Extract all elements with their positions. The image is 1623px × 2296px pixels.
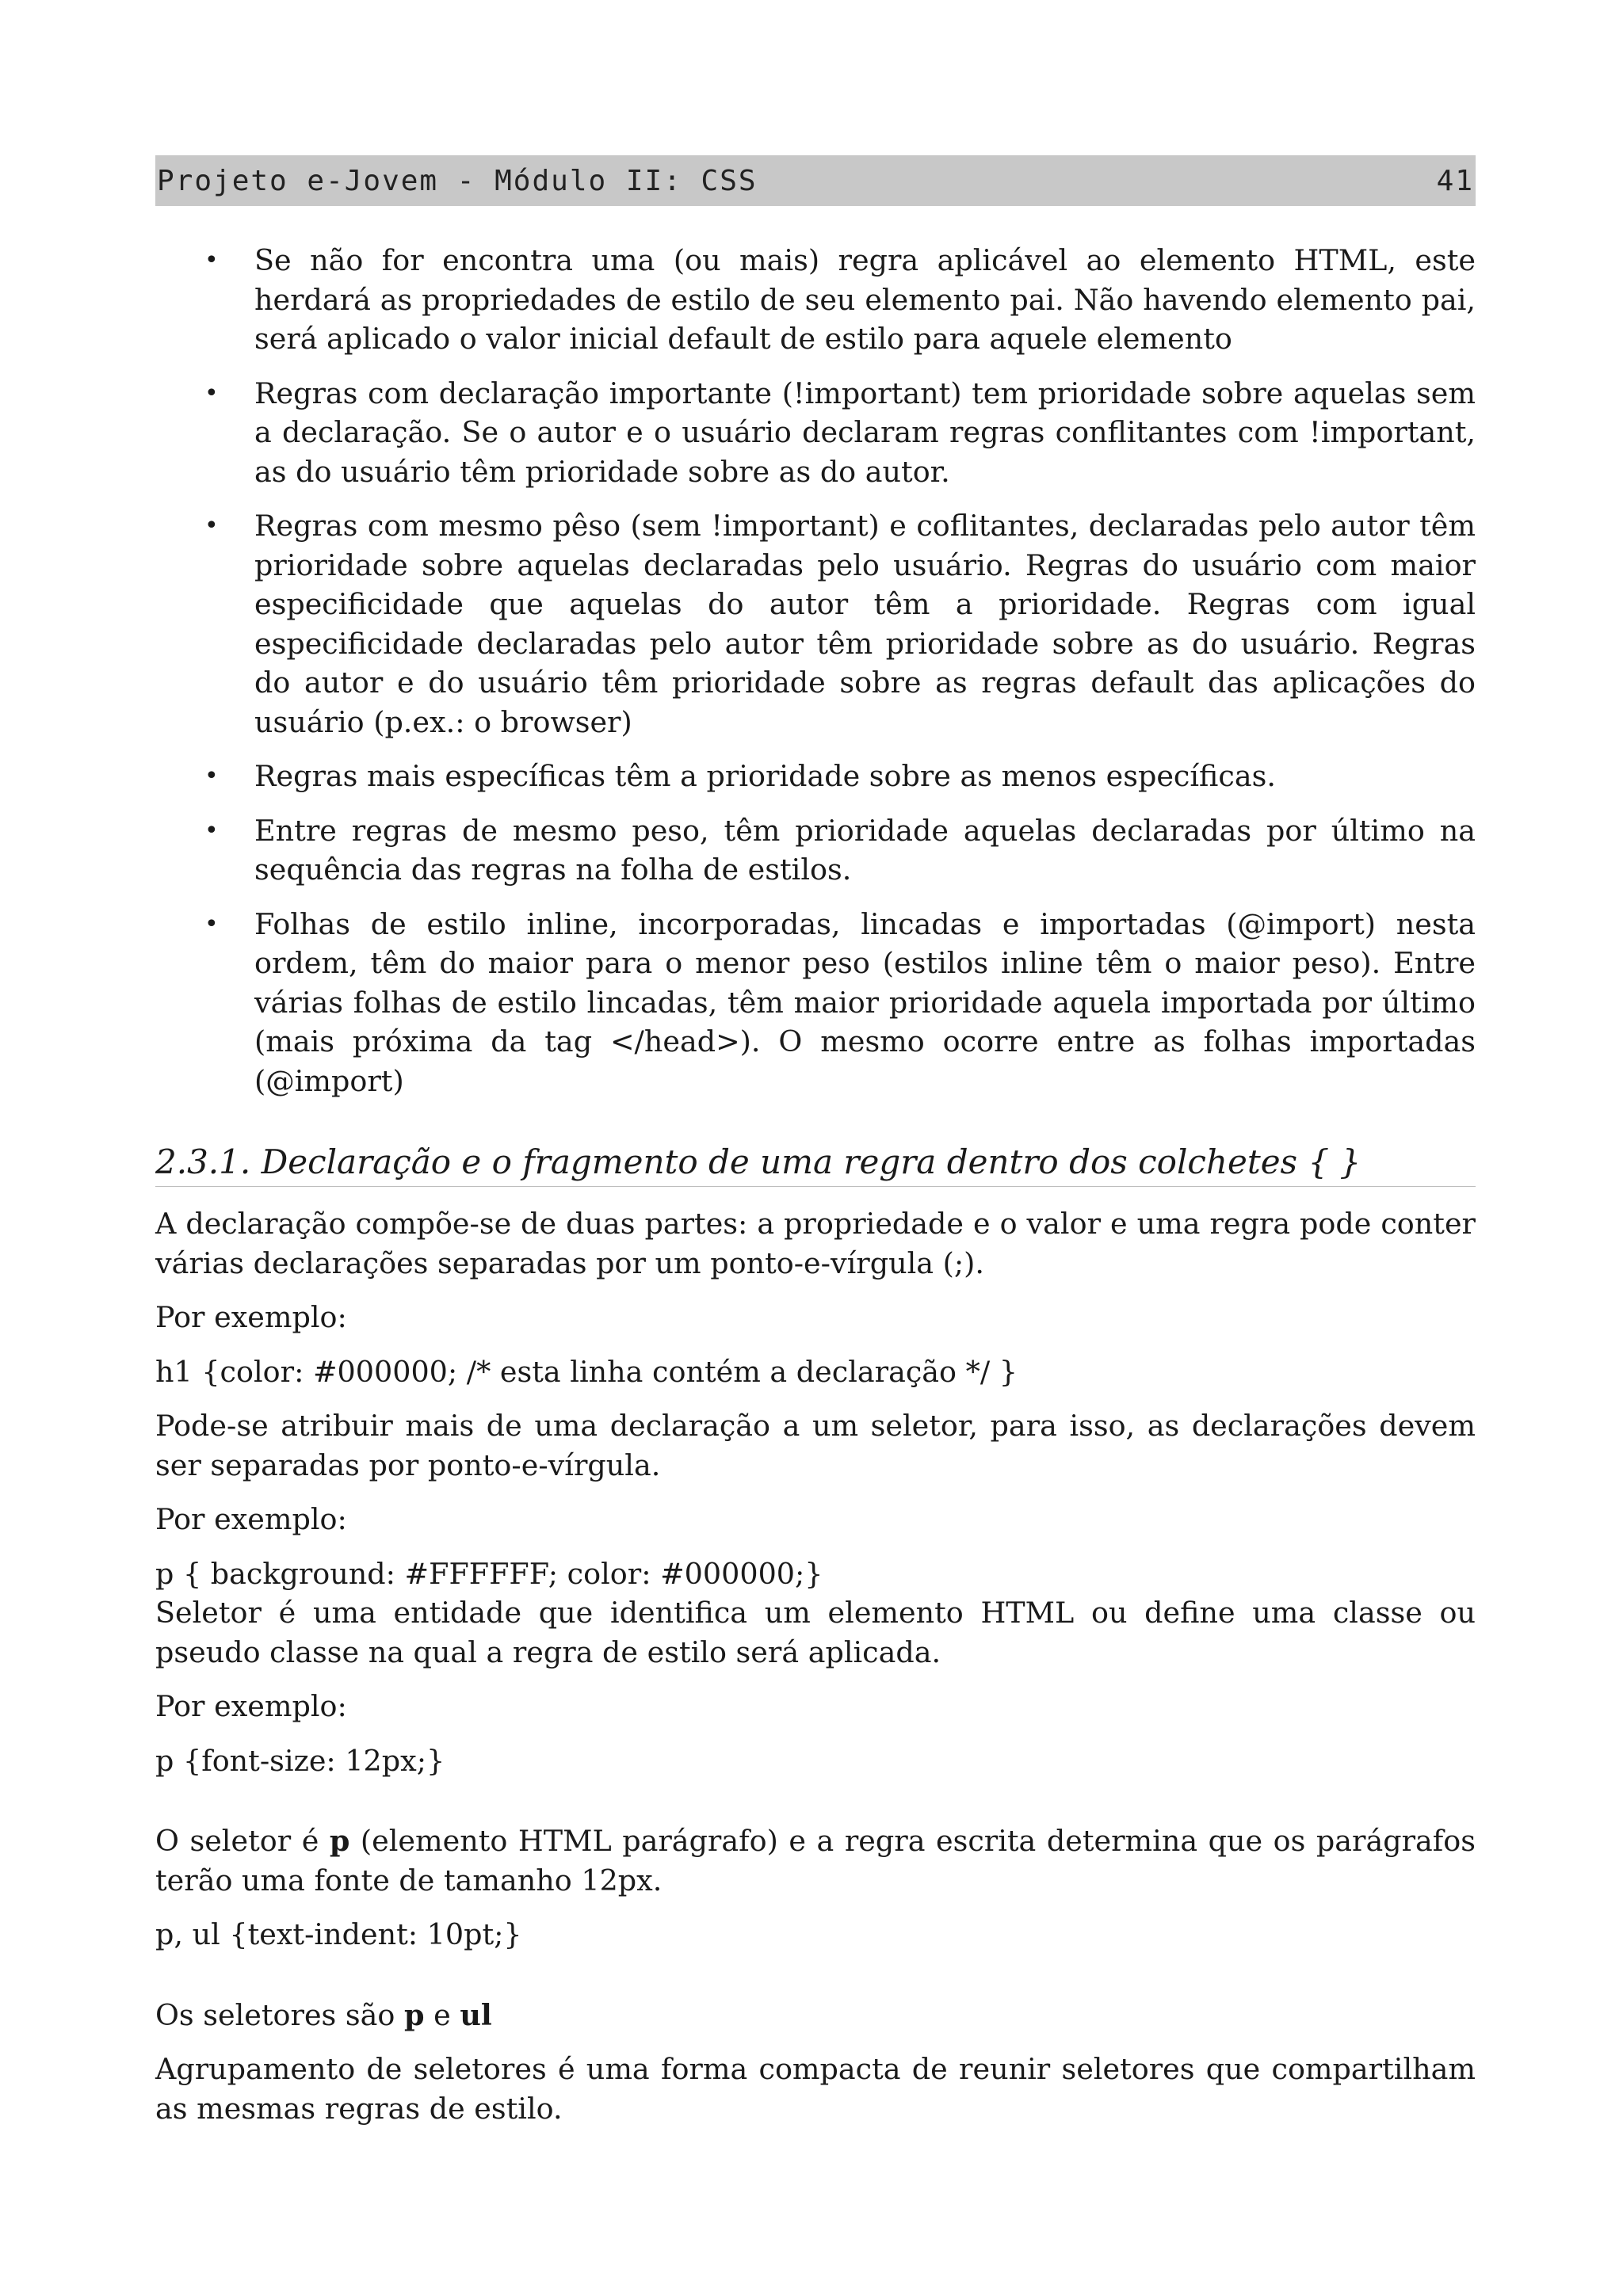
list-item-text: Regras com declaração importante (!important) tem prioridade sobre aquelas sem a declaração. Se o autor e o usuário declaram regras conflitantes com !important, as do usuário têm prioridade sobre as do autor. [254, 376, 1476, 489]
code-example-h1: h1 {color: #000000; /* esta linha contém a declaração */ } [155, 1354, 1018, 1389]
list-item-text: Folhas de estilo inline, incorporadas, lincadas e importadas (@import) nesta ordem, têm do maior para o menor peso (estilos inline têm o maior peso). Entre várias folhas de estilo lincadas, têm maior prioridade aquela importada por último (mais próxima da tag </head>). O mesmo ocorre entre as folhas importadas (@import) [254, 906, 1476, 1098]
list-item [155, 905, 1476, 1101]
example-label: Por exemplo: [155, 1689, 347, 1723]
bold-selector-p: p [403, 1997, 425, 2032]
list-item [155, 757, 1476, 796]
list-item-text: Se não for encontra uma (ou mais) regra aplicável ao elemento HTML, este herdará as propriedades de estilo de seu elemento pai. Não havendo elemento pai, será aplicado o valor inicial default de estilo para aquele elemento [254, 243, 1476, 356]
bullet-icon: • [204, 246, 219, 274]
bullet-icon: • [204, 762, 219, 790]
code-example-p-background: p { background: #FFFFFF; color: #000000;} [155, 1556, 823, 1591]
paragraph-declaration-intro: A declaração compõe-se de duas partes: a propriedade e o valor e uma regra pode conter várias declarações separadas por um ponto-e-vírgula (;). [155, 1207, 1476, 1280]
example-label: Por exemplo: [155, 1300, 347, 1334]
header-title: Projeto e-Jovem - Módulo II: CSS [157, 164, 758, 197]
paragraph-selectors-are [155, 1996, 1476, 2035]
text-run: e [424, 1997, 460, 2032]
paragraph-multiple-declarations: Pode-se atribuir mais de uma declaração a um seletor, para isso, as declarações devem ser separadas por ponto-e-vírgula. [155, 1409, 1476, 1482]
bullet-icon: • [204, 512, 219, 540]
code-example-font-size: p {font-size: 12px;} [155, 1743, 445, 1778]
section-heading: 2.3.1. Declaração e o fragmento de uma regra dentro dos colchetes { } [155, 1140, 1476, 1187]
bold-selector-p: p [329, 1824, 350, 1858]
list-item-text: Regras com mesmo pêso (sem !important) e coflitantes, declaradas pelo autor têm prioridade sobre aquelas declaradas pelo usuário. Regras do usuário com maior especificidade que aquelas do autor têm a prioridade. Regras com igual especificidade declaradas pelo autor têm prioridade sobre as do usuário. Regras do autor e do usuário têm prioridade sobre as regras default das aplicações do usuário (p.ex.: o browser) [254, 509, 1476, 739]
list-item [155, 241, 1476, 359]
list-item [155, 811, 1476, 890]
bullet-icon: • [204, 816, 219, 845]
page-number: 41 [1436, 164, 1474, 197]
page-header [155, 155, 1476, 206]
document-page [155, 155, 1476, 2143]
text-run: O seletor é [155, 1824, 330, 1858]
text-run: Os seletores são [155, 1997, 404, 2032]
rules-bullet-list [155, 241, 1476, 1100]
paragraph-selector-grouping: Agrupamento de seletores é uma forma compacta de reunir seletores que compartilham as mesmas regras de estilo. [155, 2052, 1476, 2126]
list-item [155, 506, 1476, 742]
bullet-icon: • [204, 379, 219, 407]
list-item-text: Entre regras de mesmo peso, têm prioridade aquelas declaradas por último na sequência das regras na folha de estilos. [254, 813, 1476, 887]
code-example-text-indent: p, ul {text-indent: 10pt;} [155, 1917, 522, 1951]
paragraph-selector-explanation [155, 1821, 1476, 1900]
list-item [155, 374, 1476, 492]
bold-selector-ul: ul [460, 1997, 492, 2032]
text-run: (elemento HTML parágrafo) e a regra escrita determina que os parágrafos terão uma fonte de tamanho 12px. [155, 1824, 1476, 1897]
example-label: Por exemplo: [155, 1502, 347, 1536]
list-item-text: Regras mais específicas têm a prioridade sobre as menos específicas. [254, 759, 1276, 793]
paragraph-selector-definition: Seletor é uma entidade que identifica um elemento HTML ou define uma classe ou pseudo classe na qual a regra de estilo será aplicada. [155, 1596, 1476, 1669]
bullet-icon: • [204, 910, 219, 938]
